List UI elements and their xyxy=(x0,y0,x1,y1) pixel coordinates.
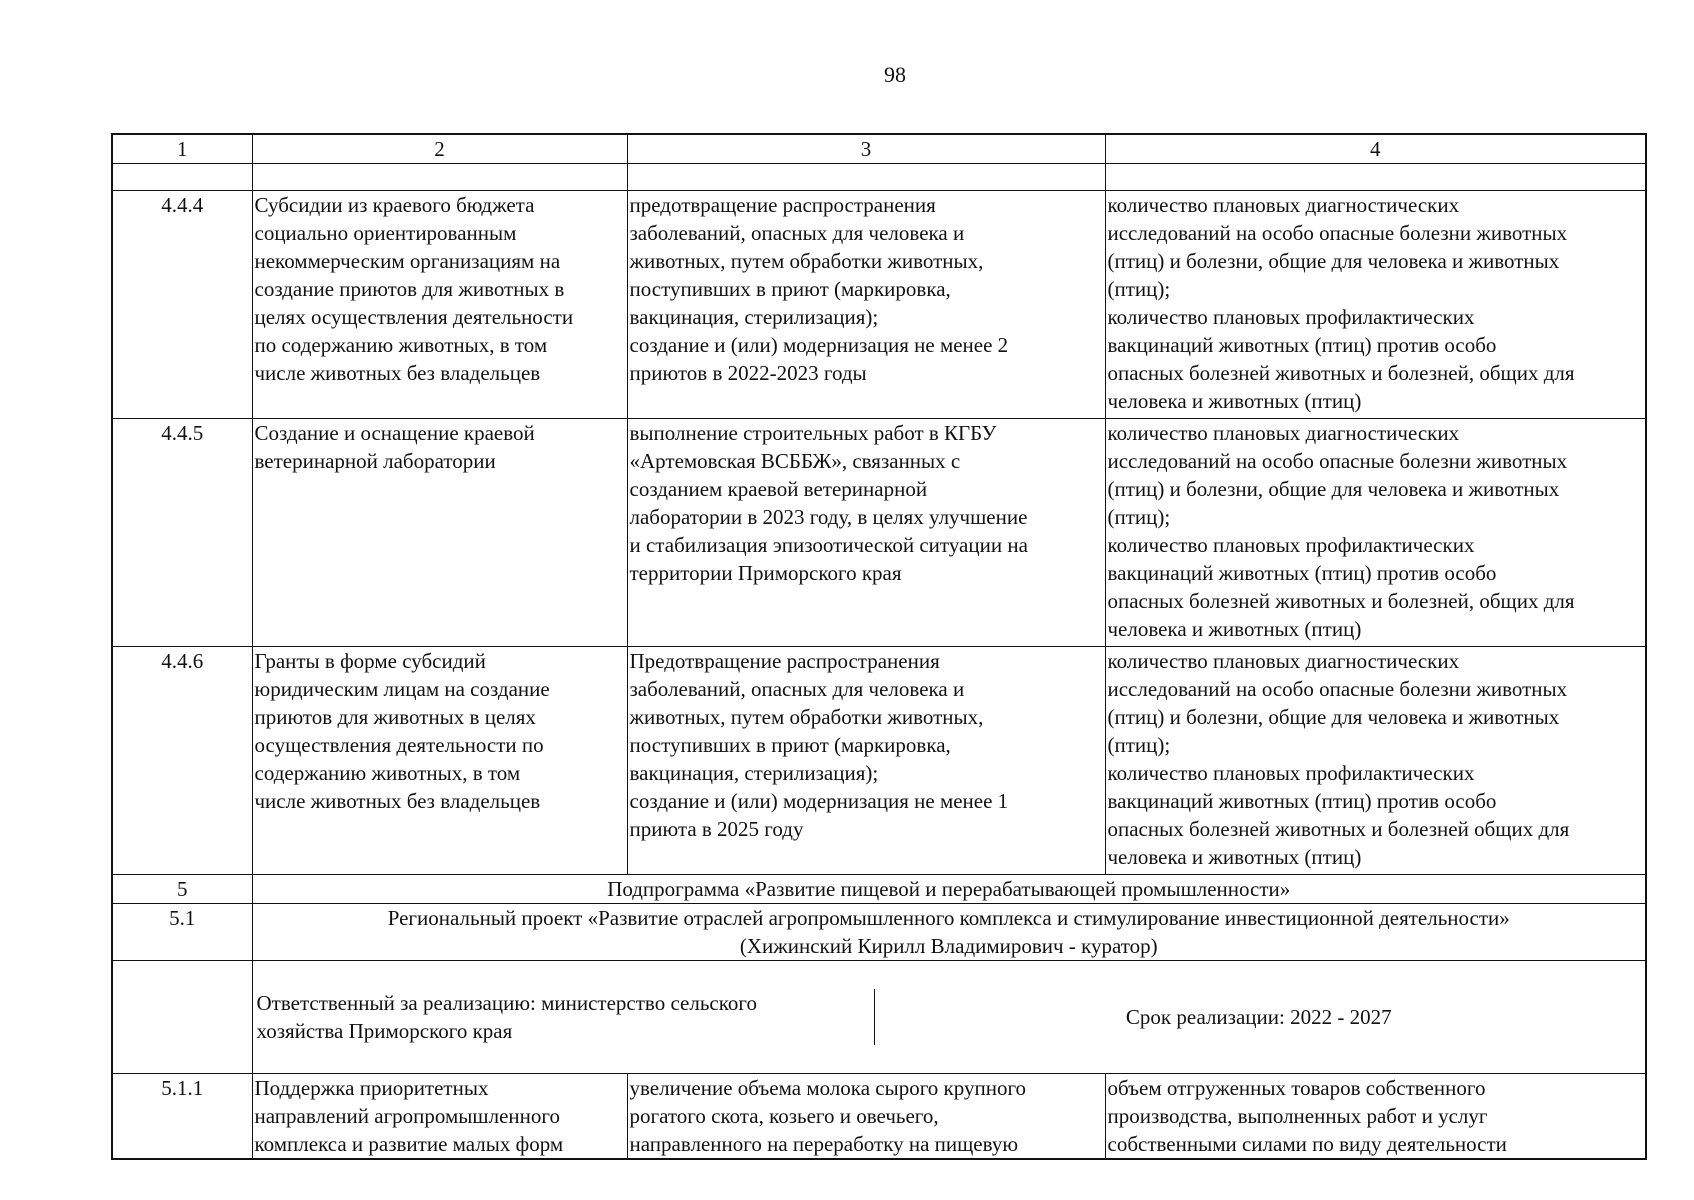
measure-result: предотвращение распространения заболеваний, опасных для человека и животных, путем обработки животных, поступивших в приют (маркировка, вакцинация, стерилизация); создание и (или) модернизация не менее 2 приютов в 2022-2023 годы xyxy=(627,191,1105,419)
subprogram-number: 5 xyxy=(112,875,252,904)
program-table xyxy=(111,133,1647,1160)
measure-indicator: количество плановых диагностических исследований на особо опасные болезни животных (птиц) и болезни, общие для человека и животных (птиц); количество плановых профилактических вакцинаций животных (птиц) против особо опасных болезней животных и болезней, общих для человека и животных (птиц) xyxy=(1105,419,1646,647)
responsible-row xyxy=(112,961,1646,1074)
blank-row xyxy=(112,164,1646,191)
responsible-cell xyxy=(252,961,1646,1074)
measure-result: увеличение объема молока сырого крупного рогатого скота, козьего и овечьего, направленного на переработку на пищевую xyxy=(627,1074,1105,1160)
measure-indicator: количество плановых диагностических исследований на особо опасные болезни животных (птиц) и болезни, общие для человека и животных (птиц); количество плановых профилактических вакцинаций животных (птиц) против особо опасных болезней животных и болезней, общих для человека и животных (птиц) xyxy=(1105,191,1646,419)
subprogram-title: Подпрограмма «Развитие пищевой и перерабатывающей промышленности» xyxy=(252,875,1646,904)
header-col-4: 4 xyxy=(1105,134,1646,164)
measure-name: Субсидии из краевого бюджета социально ориентированным некоммерческим организациям на создание приютов для животных в целях осуществления деятельности по содержанию животных, в том числе животных без владельцев xyxy=(252,191,627,419)
header-col-3: 3 xyxy=(627,134,1105,164)
project-title: Региональный проект «Развитие отраслей агропромышленного комплекса и стимулирование инвестиционной деятельности» (Хижинский Кирилл Владимирович - куратор) xyxy=(252,904,1646,961)
project-row xyxy=(112,904,1646,961)
project-number: 5.1 xyxy=(112,904,252,961)
measure-name: Гранты в форме субсидий юридическим лицам на создание приютов для животных в целях осуществления деятельности по содержанию животных, в том числе животных без владельцев xyxy=(252,647,627,875)
measure-indicator: объем отгруженных товаров собственного производства, выполненных работ и услуг собственными силами по виду деятельности xyxy=(1105,1074,1646,1160)
measure-name: Создание и оснащение краевой ветеринарной лаборатории xyxy=(252,419,627,647)
header-row xyxy=(112,134,1646,164)
measure-result: выполнение строительных работ в КГБУ «Артемовская ВСББЖ», связанных с созданием краевой ветеринарной лаборатории в 2023 году, в целях улучшение и стабилизация эпизоотической ситуации на территории Приморского края xyxy=(627,419,1105,647)
table-row xyxy=(112,647,1646,875)
subprogram-row xyxy=(112,875,1646,904)
responsible-text: Ответственный за реализацию: министерство сельского хозяйства Приморского края xyxy=(255,989,875,1045)
table-row xyxy=(112,191,1646,419)
row-number: 4.4.4 xyxy=(112,191,252,419)
implementation-term: Срок реализации: 2022 - 2027 xyxy=(1125,1005,1392,1029)
row-number: 4.4.5 xyxy=(112,419,252,647)
row-number: 5.1.1 xyxy=(112,1074,252,1160)
page-number: 98 xyxy=(884,62,906,87)
table-row xyxy=(112,1074,1646,1160)
measure-indicator: количество плановых диагностических исследований на особо опасные болезни животных (птиц) и болезни, общие для человека и животных (птиц); количество плановых профилактических вакцинаций животных (птиц) против особо опасных болезней животных и болезней общих для человека и животных (птиц) xyxy=(1105,647,1646,875)
row-number: 4.4.6 xyxy=(112,647,252,875)
measure-name: Поддержка приоритетных направлений агропромышленного комплекса и развитие малых форм xyxy=(252,1074,627,1160)
table-row xyxy=(112,419,1646,647)
measure-result: Предотвращение распространения заболеваний, опасных для человека и животных, путем обработки животных, поступивших в приют (маркировка, вакцинация, стерилизация); создание и (или) модернизация не менее 1 приюта в 2025 году xyxy=(627,647,1105,875)
header-col-1: 1 xyxy=(112,134,252,164)
header-col-2: 2 xyxy=(252,134,627,164)
